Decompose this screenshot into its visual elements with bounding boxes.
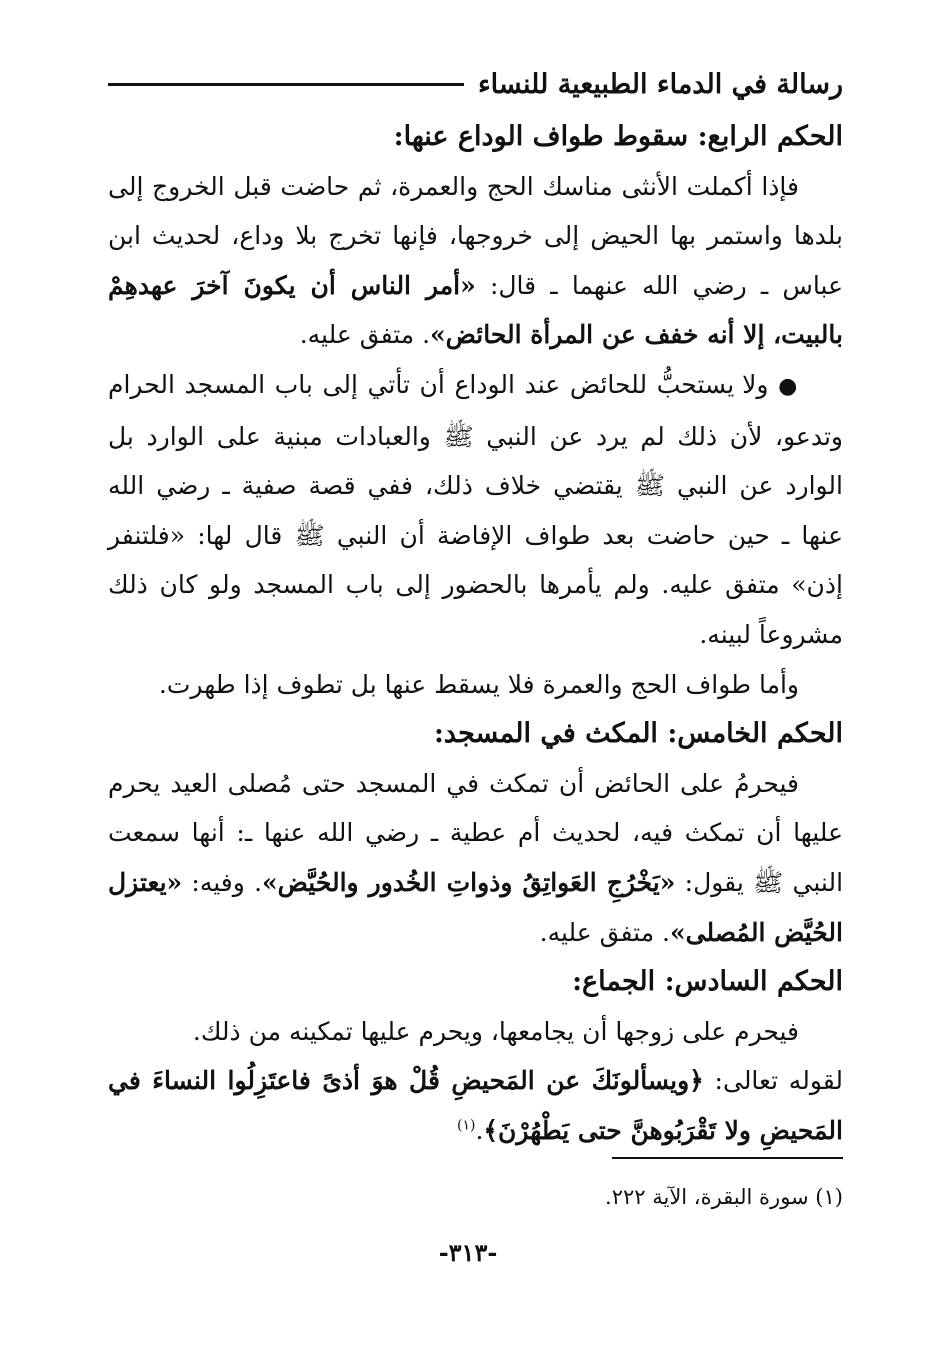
text-run: . متفق عليه. bbox=[299, 320, 431, 350]
footnote: (١) سورة البقرة، الآية ٢٢٢. bbox=[605, 1185, 843, 1209]
main-text bbox=[108, 112, 843, 1155]
running-head-rule bbox=[108, 83, 464, 86]
text-run: فإذا أكملت الأنثى مناسك الحج والعمرة، ثم حاضت قبل الخروج إلى بلدها واستمر بها الحيض إلى خروجها، فإنها تخرج بلا وداع، لحديث ابن عباس ـ رضي الله عنهما ـ قال: bbox=[108, 171, 843, 300]
running-head bbox=[108, 62, 843, 106]
paragraph: فيحرم على زوجها أن يجامعها، ويحرم عليها تمكينه من ذلك. bbox=[192, 1016, 799, 1046]
section-heading-fifth: الحكم الخامس: المكث في المسجد: bbox=[433, 718, 843, 750]
text-run: فيحرمُ على الحائض أن تمكث في المسجد حتى مُصلى العيد يحرم عليها أن تمكث فيه، لحديث أم عطية ـ رضي الله عنها ـ: أنها سمعت النبي ﷺ يقول: bbox=[108, 768, 844, 897]
page-number: -٣١٣- bbox=[438, 1238, 498, 1267]
paragraph bbox=[108, 162, 843, 360]
bullet-icon: ● bbox=[778, 373, 799, 399]
section-heading-fourth: الحكم الرابع: سقوط طواف الوداع عنها: bbox=[393, 121, 843, 152]
paragraph bbox=[108, 360, 843, 660]
paragraph bbox=[108, 759, 843, 957]
quran-verse: ﴿ويسألونَكَ عن المَحيضِ قُلْ هوَ أذىً فاعتَزِلُوا النساءَ في المَحيضِ ولا تَقْرَبُوهنَّ حتى يَطْهُرْنَ﴾ bbox=[108, 1066, 843, 1145]
text-run: . وفيه: bbox=[182, 867, 263, 897]
paragraph bbox=[108, 1056, 843, 1155]
section-heading-sixth: الحكم السادس: الجماع: bbox=[572, 966, 843, 998]
paragraph: وأما طواف الحج والعمرة فلا يسقط عنها بل تطوف إذا طهرت. bbox=[158, 669, 799, 699]
text-run: . متفق عليه. bbox=[539, 917, 670, 947]
running-head-title: رسالة في الدماء الطبيعية للنساء bbox=[477, 68, 843, 100]
text-run: . bbox=[475, 1115, 484, 1145]
hadith-quote: «يَخْرُجِ العَواتِقُ وذواتِ الخُدور والحُيَّض» bbox=[262, 867, 676, 897]
hadith-quote: «يعتزل الحُيَّض المُصلى» bbox=[108, 867, 843, 947]
footnote-marker: (١) bbox=[456, 1117, 476, 1134]
footnote-rule bbox=[612, 1157, 843, 1159]
text-run: ولا يستحبُّ للحائض عند الوداع أن تأتي إلى باب المسجد الحرام وتدعو، لأن ذلك لم يرد عن النبي ﷺ والعبادات مبنية على الوارد بل الوارد عن النبي ﷺ يقتضي خلاف ذلك، ففي قصة صفية ـ رضي الله عنها ـ حين حاضت بعد طواف الإفاضة أن النبي ﷺ قال لها: «فلتنفر إذن» متفق عليه. ولم يأمرها بالحضور إلى باب المسجد ولو كان ذلك مشروعاً لبينه. bbox=[108, 369, 843, 649]
hadith-quote: «أمر الناس أن يكونَ آخرَ عهدهِمْ بالبيت، إلا أنه خفف عن المرأة الحائض» bbox=[108, 270, 843, 350]
text-run: لقوله تعالى: bbox=[703, 1066, 843, 1096]
